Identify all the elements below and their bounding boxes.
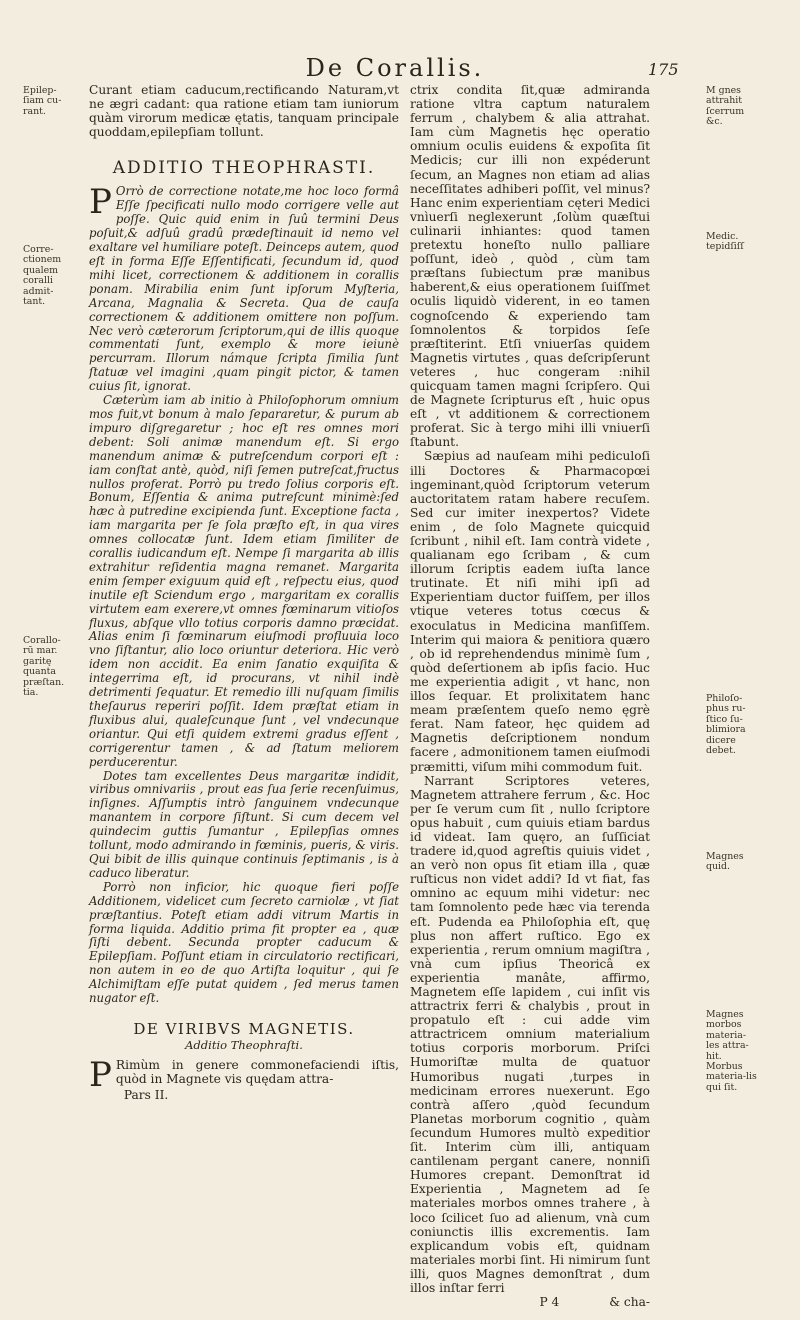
right-paragraph-2: Sæpius ad nauſeam mihi pediculoſi illi Doctores & Pharmacopœi ingeminant,quòd ſcriptorum veterum auctoritatem ratam habere recuſem. Sed cur imiter inexpertos? Videte enim , de ſolo Magnete quicquid ſcribunt , nihil eſt. Iam contrà videte , qualianam ego ſcribam , & cum illorum ſcriptis eadem iuſta lance trutinate. Et niſi mihi ipſi ad Experientiam ductor fuiſſem, per illos vtique veteres totus cœcus & exoculatus in Medicina manſiſſem. Interim qui maiora & penitiora quæro , ob id reprehendendus minimè ſum , quòd deſertionem ab ipſis facio. Huc me experientia adigit , vt hanc, non illos ſequar. Et prolixitatem hanc meam præſentem queſo nemo ęgrè ferat. Nam fateor, hęc quidem ad Magnetis deſcriptionem nondum facere , admonitionem tamen eiuſmodi præmitti, viſum mihi commodum fuit. <box>410 449 650 774</box>
subheading-additio: Additio Theophraſti. <box>185 1038 303 1053</box>
drop-cap: P <box>89 1055 112 1096</box>
running-title: De Corallis. <box>305 54 485 82</box>
left-column <box>89 83 399 1102</box>
margin-note-medic: Medic. tepidſiſſ <box>706 231 744 253</box>
catchword: & cha- <box>609 1295 650 1310</box>
drop-cap: P <box>89 182 112 223</box>
margin-note-philosophus: Philoſo-phus ru-ſtico ſu-blimiora dicere debet. <box>706 693 746 757</box>
margin-note-correctionem: Corre-ctionem qualem coralli admit-tant. <box>23 244 62 308</box>
right-paragraph-3: Narrant Scriptores veteres, Magnetem attrahere ferrum , &c. Hoc per ſe verum cum ſit , nullo ſcriptore opus habuit , cum quiuis etiam bardus id videat. Iam quęro, an ſuſſiciat tradere id,quod agreſtis quiuis videt , an verò non opus ſit etiam illa , quæ ruſticus non videt addi? Id vt fiat, fas omnino ac equum mihi videtur: nec tam ſomnolento pede hæc via terenda eſt. Pudenda ea Philoſophia eſt, quę plus non affert ruſtico. Ego ex experientia , rerum omnium magiſtra , vnà cum ipſius Theoricâ ex experientia manâte, affirmo, Magnetem eſſe lapidem , cui inſit vis attractrix ferri & chalybis , prout in propatulo eſt : cui adde vim attractricem omnium materialium totius corporis morborum. Priſci Humoriſtæ multa de quatuor Humoribus nugati ,turpes in medicinam errores nuexerunt. Ego contrà aſſero ,quòd ſecundum Planetas morborum cognitio , quàm ſecundum Humores multò expeditior ſit. Interim cùm illi, antiquam cantilenam pergant canere, nonniſi Humores crepant. Demonſtrat id Experientia , Magnetem ad ſe materiales morbos omnes trahere , à loco ſcilicet ſuo ad alienum, vnà cum coniunctis illis excrementis. Iam explicandum vobis eſt, quidnam materiales morbi ſint. Hi nimirum ſunt illi, quos Magnes demonſtrat , dum illos inſtar ferri <box>410 773 650 1295</box>
signature-mark: P 4 <box>539 1295 560 1310</box>
additio-paragraph-2: Cæterùm iam ab initio à Philoſophorum omnium mos fuit,vt bonum à malo ſepararetur, & purum ab impuro diſgregaretur ; hoc eſt res omnes mori debent: Soli animæ manendum eſt. Si ergo manendum animæ & putreſcendum corpori eſt : iam conſtat antè, quòd, niſi ſemen putreſcat,fructus nullos proferat. Porrò pu tredo ſolius corporis eſt. Bonum, Eſſentia & anima putreſcunt minimè:ſed hæc à putredine excipienda ſunt. Exceptione facta , iam margarita per ſe ſola præſto eſt, in qua vires omnes collocatæ ſunt. Idem etiam ſimiliter de corallis iudicandum eſt. Nempe ſi margarita ab illis extrahitur reſidentia magna remanet. Margarita enim ſemper exiguum quid eſt , reſpectu eius, quod inutile eſt Sciendum ergo , margaritam ex corallis virtutem eam exerere,vt omnes fœminarum vitioſos fluxus, abſque vllo totius corporis damno præcidat. Alias enim ſi fœminarum eiuſmodi profluuia loco vno ſiſtantur, alio loco oriuntur deteriora. Hic verò idem non accidit. Ea enim ſanatio exquiſita & integerrima eſt, id procurans, vt nihil indè detrimenti ſequatur. Et remedio illi nuſquam ſimilis theſaurus reperiri poſſit. Idem præſtat etiam in fluxibus alui, qualeſcunque ſunt , vel vndecunque oriantur. Qui etſi quidem extremi gradus eſſent , corrigerentur tamen , & ad ſtatum meliorem perducerentur. <box>89 393 399 769</box>
additio-text <box>89 182 399 1006</box>
viribus-paragraph-1: P Rimùm in genere commonefaciendi iſtis, quòd in Magnete vis quędam attra- <box>89 1055 399 1096</box>
additio-paragraph-4: Porrò non inficior, hic quoque fieri poſſe Additionem, videlicet cum ſecreto carniolæ , vt ſiat præſtantius. Poteſt etiam addi vitrum Martis in forma liquida. Additio prima fit propter ea , quæ ſiſti debent. Secunda propter caducum & Epilepſiam. Poſſunt etiam in circulatorio rectificari, non autem in eo de quo Artiſta loquitur , qui ſe Alchimiſtam eſſe putat quidem , ſed merus tamen nugator eſt. <box>89 879 399 1006</box>
right-paragraph-1: ctrix condita ſit,quæ admiranda ratione vltra captum naturalem ferrum , chalybem & alia attrahat. Iam cùm Magnetis hęc operatio omnium oculis euidens & expoſita ſit Medicis; cur illi non expéderunt ſecum, an Magnes non etiam ad alias neceſſitates adhiberi poſſit, vel minus? Hanc enim experientiam cęteri Medici vnìuerſi neglexerunt ,ſolùm quæſtui culinarii inhiantes: quod tamen pretextu honeſto nullo palliare poſſunt, ideò , quòd , cùm tam præſtans ſubiectum præ manibus haberent,& eius operationem ſuiſſmet oculis liquidò viderent, in eo tamen cognoſcendo & experiendo tam ſomnolentos & torpidos ſeſe præſtiterint. Etſi vniuerſas quidem Magnetis virtutes , quas deſcripſerunt veteres , huc congeram :nihil quicquam tamen magni ſcripſero. Qui de Magnete ſcripturus eſt , huic opus eſt , vt additionem & correctionem proferat. Sic à tergo mihi illi vniuerſi ſtabunt. <box>410 83 650 450</box>
margin-note-epilepsiam: Epilep-ſiam cu-rant. <box>23 85 62 117</box>
left-paragraph-1: Curant etiam caducum,rectificando Naturam,vt ne ægri cadant: qua ratione etiam tam iuniorum quàm virorum medicæ ętatis, tanquam principale quoddam,epilepſiam tollunt. <box>89 83 399 140</box>
right-column <box>410 83 650 1309</box>
footer-line <box>410 1295 650 1309</box>
heading-de-viribus: DE VIRIBVS MAGNETIS. <box>133 1019 355 1038</box>
additio-paragraph-3: Dotes tam excellentes Deus margaritæ indidit, viribus omnivariis , prout eas ſua ſerie recenſuimus, inſignes. Aſſumptis intrò ſanguinem vndecunque manantem in corpore ſiſtunt. Si cum decem vel quindecim guttis ſumantur , Epilepſias omnes tollunt, modo admirando in fœminis, pueris, & viris. Qui bibit de illis quinque continuis ſeptimanis , is à caduco liberatur. <box>89 768 399 880</box>
margin-note-magnes-morbos: Magnes morbos materia-les attra-hit. Morbus materia-lis qui ſit. <box>706 1009 757 1093</box>
heading-additio: ADDITIO THEOPHRASTI. <box>112 158 376 179</box>
margin-note-magnes-quid: Magnes quid. <box>706 851 744 873</box>
signature-mark: Pars II. <box>123 1088 169 1103</box>
margin-note-magnes-attrahit: M gnes attrahit ſcerrum &c. <box>706 85 745 128</box>
margin-note-coralloru: Corallo-rū mar. garitę quanta præſtan. tia. <box>23 635 65 699</box>
page-number: 175 <box>648 60 679 79</box>
additio-paragraph-1: P Orrò de correctione notate,me hoc loco formâ Eſſe ſpecificati nullo modo corrigere velle aut poſſe. Quic quid enim in ſuû termini Deus poſuit,& adſuû gradû prædeſtinauit id nemo vel exaltare vel humiliare poteſt. Deinceps autem, quod eſt in forma Eſſe Eſſentificati, ſecundum id, quod mihi licet, correctionem & additionem in corallis ponam. Mirabilia enim ſunt ipſorum Myſteria, Arcana, Magnalia & Secreta. Qua de cauſa correctionem & additionem omittere non poſſum. Nec verò cæterorum ſcriptorum,qui de illis quoque commentati ſunt, exemplo & more ieiunè percurram. Illorum námque ſcripta ſimilia ſunt ſtatuæ vel imagini ,quam pingit pictor, & tamen cuius ſit, ignorat. <box>89 182 399 394</box>
